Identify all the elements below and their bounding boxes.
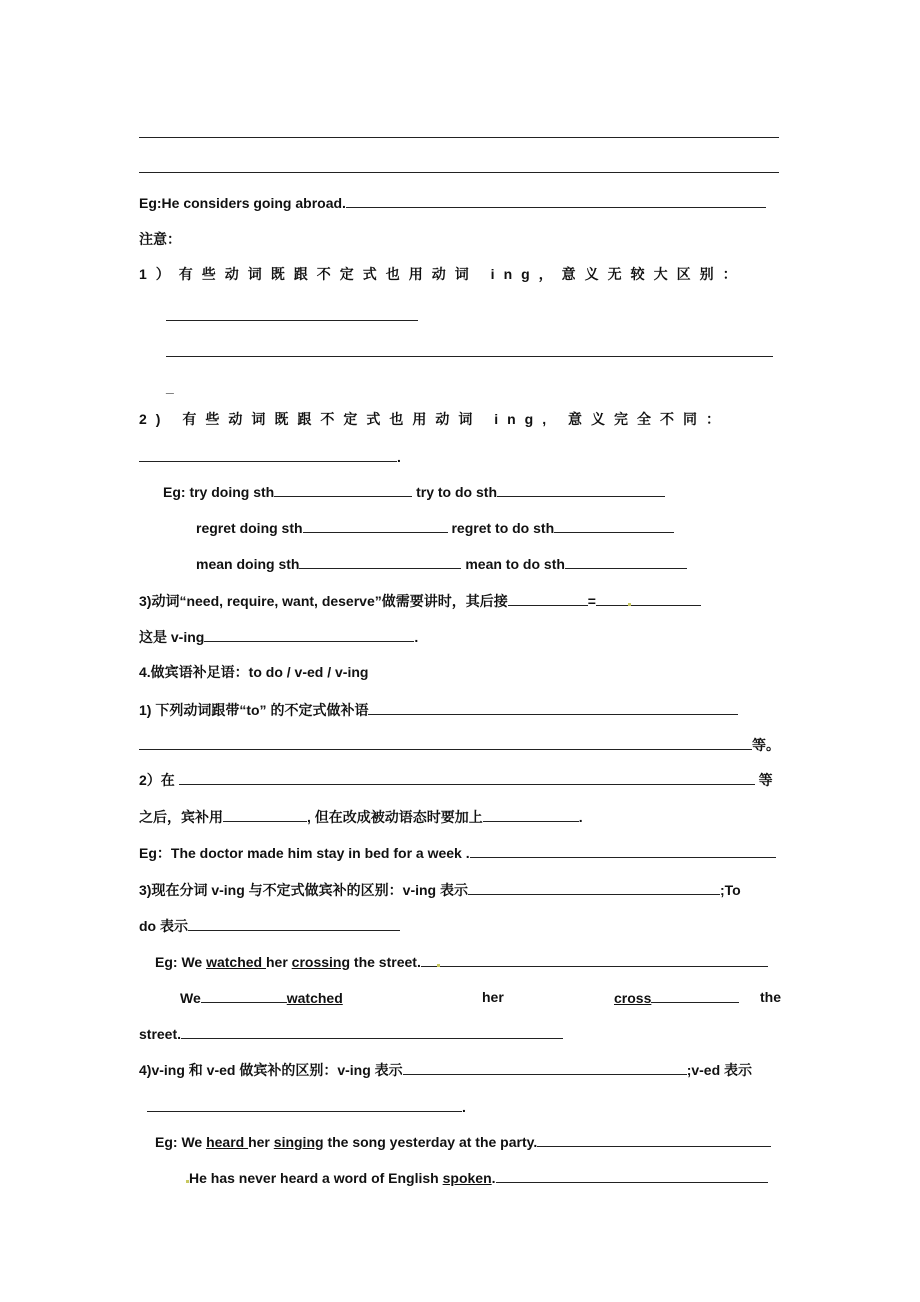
section-4-4: 4)v-ing 和 v-ed 做宾补的区别：v-ing 表示 ;v-ed 表示 bbox=[139, 1059, 752, 1079]
note-heading: 注意： bbox=[139, 231, 181, 247]
blank-end: _ bbox=[166, 379, 174, 395]
blank-line: . bbox=[139, 446, 401, 466]
blank-line bbox=[139, 157, 779, 177]
example-watched-2: We watched her cross the bbox=[180, 989, 781, 1006]
section-4-1-b: 等。 bbox=[139, 734, 780, 754]
point-2: 2) 有些动词既跟不定式也用动词 ing, 意义完全不同： bbox=[139, 411, 729, 427]
section-4-1: 1) 下列动词跟带“to” 的不定式做补语 bbox=[139, 699, 738, 719]
section-4-3: 3)现在分词 v-ing 与不定式做宾补的区别：v-ing 表示 ;To bbox=[139, 879, 741, 899]
example-regret: regret doing sth regret to do sth bbox=[196, 517, 674, 537]
section-4-2: 2）在 等 bbox=[139, 769, 773, 789]
example-heard: Eg: We heard her singing the song yesterday at the party. bbox=[155, 1131, 771, 1151]
section-4-4-b: . bbox=[147, 1096, 466, 1116]
example-line: Eg:He considers going abroad. bbox=[139, 192, 766, 212]
example-watched: Eg: We watched her crossing the street. bbox=[155, 951, 768, 971]
point-1: 1）有些动词既跟不定式也用动词 ing，意义无较大区别： bbox=[139, 266, 746, 282]
point-3-b: 这是 v-ing . bbox=[139, 626, 418, 646]
section-4-heading: 4.做宾语补足语：to do / v-ed / v-ing bbox=[139, 664, 369, 680]
blank-line bbox=[139, 122, 779, 142]
example-watched-3: street. bbox=[139, 1023, 563, 1043]
blank-line bbox=[166, 341, 773, 361]
blank-line bbox=[166, 305, 418, 325]
example-try: Eg: try doing sth try to do sth bbox=[163, 481, 665, 501]
section-4-2-b: 之后，宾补用 , 但在改成被动语态时要加上 . bbox=[139, 806, 583, 826]
example-doctor: Eg：The doctor made him stay in bed for a week . bbox=[139, 842, 776, 862]
example-spoken: He has never heard a word of English spoken. bbox=[186, 1167, 768, 1187]
point-3: 3)动词“need, require, want, deserve”做需要讲时，其后接 = bbox=[139, 590, 701, 610]
section-4-3-b: do 表示 bbox=[139, 915, 400, 935]
example-mean: mean doing sth mean to do sth bbox=[196, 553, 687, 573]
